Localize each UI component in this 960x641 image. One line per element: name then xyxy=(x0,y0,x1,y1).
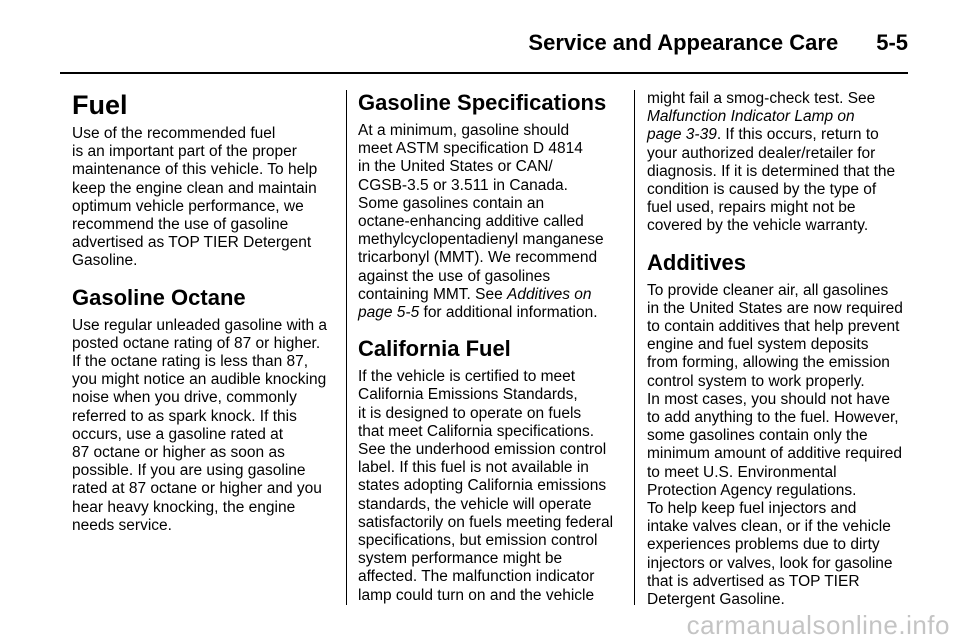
paragraph-fuel xyxy=(72,125,344,271)
text-segment: containing MMT. See xyxy=(358,285,508,303)
text-line: to add anything to the fuel. However, xyxy=(647,409,899,427)
text-line: To provide cleaner air, all gasolines xyxy=(647,281,889,299)
text-line: See the underhood emission control xyxy=(358,441,607,459)
text-line: it is designed to operate on fuels xyxy=(358,404,582,422)
text-line: system performance might be xyxy=(358,550,563,568)
text-line: minimum amount of additive required xyxy=(647,445,903,463)
paragraph-specifications xyxy=(358,122,628,322)
text-line: engine and fuel system deposits xyxy=(647,336,869,354)
text-line: injectors or valves, look for gasoline xyxy=(647,554,893,572)
text-line: optimum vehicle performance, we xyxy=(72,197,304,215)
text-line: keep the engine clean and maintain xyxy=(72,179,317,197)
cross-reference-page[interactable]: page 3-39 xyxy=(647,126,717,144)
paragraph-california-continued xyxy=(647,90,917,236)
text-line: In most cases, you should not have xyxy=(647,390,890,408)
text-line: Some gasolines contain an xyxy=(358,194,545,212)
heading-gasoline-octane: Gasoline Octane xyxy=(72,284,246,310)
text-line: your authorized dealer/retailer for xyxy=(647,144,876,162)
text-line: maintenance of this vehicle. To help xyxy=(72,161,318,179)
watermark: carmanualsonline.info xyxy=(686,610,950,640)
text-line: against the use of gasolines xyxy=(358,267,551,285)
text-line: in the United States or CAN/ xyxy=(358,158,553,176)
text-line xyxy=(358,304,598,321)
text-line: At a minimum, gasoline should xyxy=(358,122,570,139)
text-line: to contain additives that help prevent xyxy=(647,318,900,336)
text-segment: . If this occurs, return to xyxy=(716,126,879,144)
text-line: satisfactorily on fuels meeting federal xyxy=(358,513,614,531)
text-line: California Emissions Standards, xyxy=(358,386,578,404)
cross-reference-page[interactable]: page 5-5 xyxy=(358,304,420,322)
text-line: specifications, but emission control xyxy=(358,532,598,550)
text-line: referred to as spark knock. If this xyxy=(72,407,297,425)
paragraph-additives-1 xyxy=(647,282,917,391)
text-line: If the vehicle is certified to meet xyxy=(358,368,576,386)
text-line: fuel used, repairs might not be xyxy=(647,199,856,217)
text-line: hear heavy knocking, the engine xyxy=(72,498,296,516)
text-line: possible. If you are using gasoline xyxy=(72,462,306,480)
text-line: If the octane rating is less than 87, xyxy=(72,353,309,371)
text-line: is an important part of the proper xyxy=(72,143,297,161)
heading-additives: Additives xyxy=(647,249,747,275)
text-line: CGSB-3.5 or 3.511 in Canada. xyxy=(358,176,568,194)
text-line: that is advertised as TOP TIER xyxy=(647,572,860,590)
text-line: affected. The malfunction indicator xyxy=(358,568,595,586)
text-line: tricarbonyl (MMT). We recommend xyxy=(358,249,598,267)
text-segment: for additional information. xyxy=(419,304,598,322)
column-divider-2 xyxy=(634,90,635,605)
text-line xyxy=(647,108,855,125)
column-2 xyxy=(358,90,628,605)
cross-reference-link[interactable]: Malfunction Indicator Lamp on xyxy=(647,108,855,126)
text-line: occurs, use a gasoline rated at xyxy=(72,425,284,443)
heading-california-fuel: California Fuel xyxy=(358,336,511,362)
text-line: posted octane rating of 87 or higher. xyxy=(72,334,321,352)
heading-gasoline-specifications: Gasoline Specifications xyxy=(358,90,607,115)
text-line: Use of the recommended fuel xyxy=(72,125,276,142)
paragraph-california xyxy=(358,368,628,605)
text-line: advertised as TOP TIER Detergent xyxy=(72,234,312,252)
text-line: experiences problems due to dirty xyxy=(647,536,880,554)
text-line: some gasolines contain only the xyxy=(647,427,868,445)
page-number: 5-5 xyxy=(876,30,908,55)
text-line: standards, the vehicle will operate xyxy=(358,495,592,513)
text-line: might fail a smog-check test. See xyxy=(647,90,876,107)
text-line: covered by the vehicle warranty. xyxy=(647,217,869,235)
header-rule xyxy=(60,72,908,74)
text-line: noise when you drive, commonly xyxy=(72,389,297,407)
column-1 xyxy=(72,90,344,535)
text-line: needs service. xyxy=(72,516,172,534)
paragraph-additives-3 xyxy=(647,500,917,609)
paragraph-octane xyxy=(72,317,344,535)
text-line: Gasoline. xyxy=(72,252,138,270)
text-line: intake valves clean, or if the vehicle xyxy=(647,518,891,536)
cross-reference-link[interactable]: Additives on xyxy=(507,285,592,303)
text-line: condition is caused by the type of xyxy=(647,181,877,199)
text-line: diagnosis. If it is determined that the xyxy=(647,162,896,180)
text-line xyxy=(358,286,592,303)
text-line: octane-enhancing additive called xyxy=(358,213,584,231)
text-line: in the United States are now required xyxy=(647,299,903,317)
text-line: rated at 87 octane or higher and you xyxy=(72,480,322,498)
text-line: from forming, allowing the emission xyxy=(647,354,890,372)
text-line: to meet U.S. Environmental xyxy=(647,463,837,481)
text-line xyxy=(647,126,879,143)
text-line: Protection Agency regulations. xyxy=(647,481,857,499)
paragraph-additives-2 xyxy=(647,391,917,500)
text-line: label. If this fuel is not available in xyxy=(358,459,589,477)
text-line: methylcyclopentadienyl manganese xyxy=(358,231,604,249)
text-line: recommend the use of gasoline xyxy=(72,216,289,234)
column-3 xyxy=(647,90,917,609)
text-line: Detergent Gasoline. xyxy=(647,591,785,609)
text-line: that meet California specifications. xyxy=(358,422,595,440)
heading-fuel: Fuel xyxy=(72,90,128,120)
page-header xyxy=(0,30,908,56)
text-line: meet ASTM specification D 4814 xyxy=(358,140,583,158)
text-line: lamp could turn on and the vehicle xyxy=(358,586,595,604)
text-line: states adopting California emissions xyxy=(358,477,607,495)
text-line: 87 octane or higher as soon as xyxy=(72,444,285,462)
text-line: Use regular unleaded gasoline with a xyxy=(72,316,328,334)
text-line: you might notice an audible knocking xyxy=(72,371,327,389)
section-title: Service and Appearance Care xyxy=(528,30,839,55)
text-line: control system to work properly. xyxy=(647,372,865,390)
text-line: To help keep fuel injectors and xyxy=(647,500,857,518)
column-divider-1 xyxy=(346,90,347,605)
